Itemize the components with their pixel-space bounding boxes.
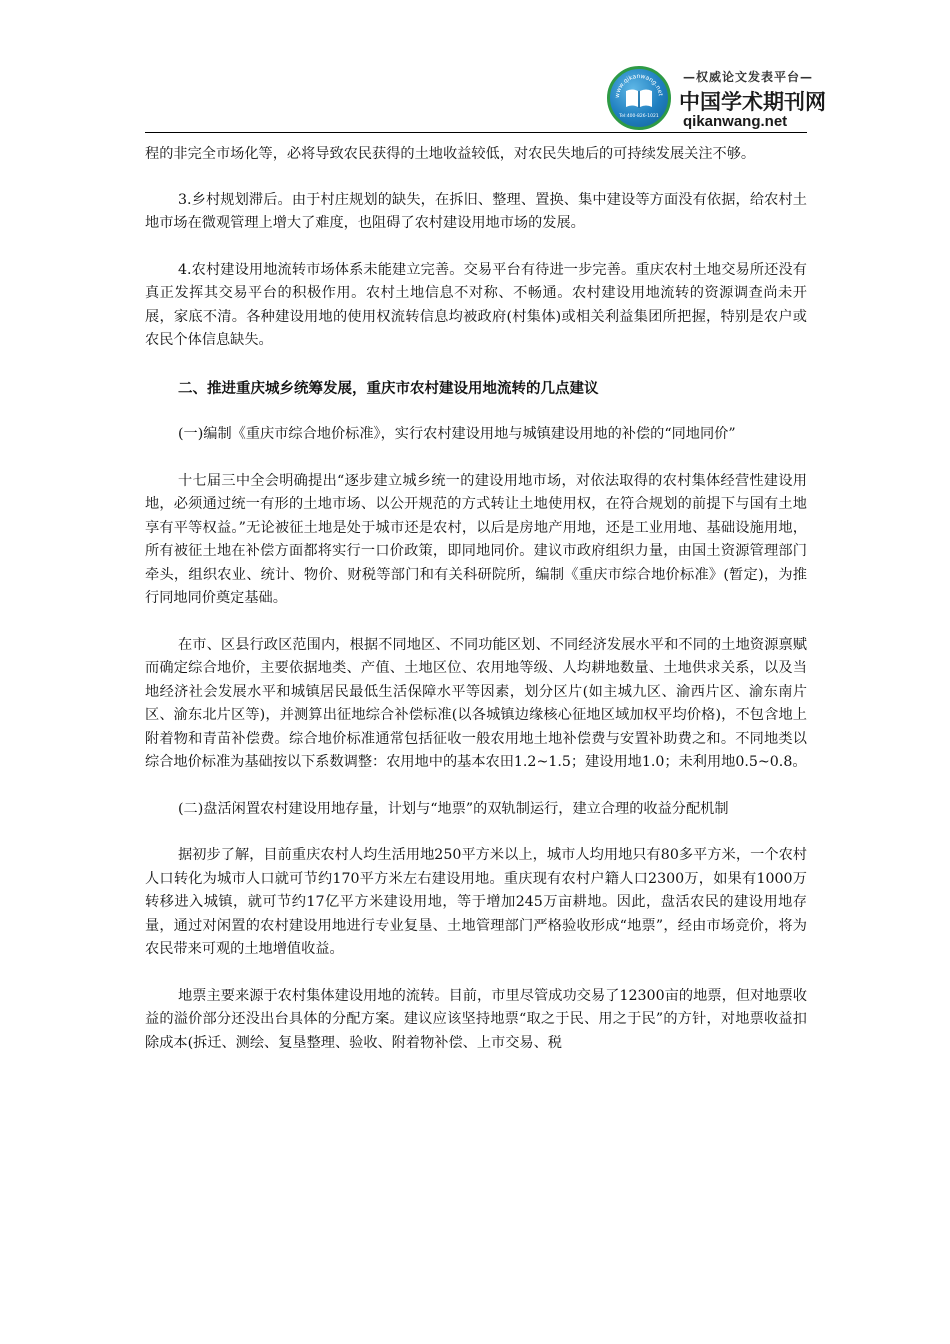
header-divider: [145, 132, 807, 133]
paragraph-plenum: 十七届三中全会明确提出“逐步建立城乡统一的建设用地市场，对依法取得的农村集体经营性建设用地，必须通过统一有形的土地市场、以公开规范的方式转让土地使用权，在符合规划的前提下与国有土地享有平等权益。”无论被征土地是处于城市还是农村，以后是房地产用地，还是工业用地、基础设施用地，所有被征土地在补偿方面都将实行一口价政策，即同地同价。建议市政府组织力量，由国土资源管理部门牵头，组织农业、统计、物价、财税等部门和有关科研院所，编制《重庆市综合地价标准》(暂定)，为推行同地同价奠定基础。: [145, 472, 807, 606]
brand-url[interactable]: qikanwang.net: [683, 113, 788, 130]
paragraph-land-ticket: 地票主要来源于农村集体建设用地的流转。目前，市里尽管成功交易了12300亩的地票，但对地票收益的溢价部分还没出台具体的分配方案。建议应该坚持地票“取之于民、用之于民”的方针，对地票收益扣除成本(拆迁、测绘、复垦整理、验收、附着物补偿、上市交易、税: [145, 987, 807, 1051]
paragraph-land-price: 在市、区县行政区范围内，根据不同地区、不同功能区划、不同经济发展水平和不同的土地资源禀赋而确定综合地价，主要依据地类、产值、土地区位、农用地等级、人均耕地数量、土地供求关系，以及当地经济社会发展水平和城镇居民最低生活保障水平等因素，划分区片(如主城九区、渝西片区、渝东南片区、渝东北片区等)，并测算出征地综合补偿标准(以各城镇边缘核心征地区域加权平均价格)，不包含地上附着物和青苗补偿费。综合地价标准通常包括征收一般农用地土地补偿费与安置补助费之和。不同地类以综合地价标准为基础按以下系数调整：农用地中的基本农田1.2~1.5；建设用地1.0；未利用地0.5~0.8。: [145, 636, 807, 770]
logo-phone: Tel:400-826-1021: [619, 114, 659, 119]
slogan: —权威论文发表平台—: [683, 70, 814, 84]
paragraph-rural-planning: 3.乡村规划滞后。由于村庄规划的缺失，在拆旧、整理、置换、集中建设等方面没有依据，给农村土地市场在微观管理上增大了难度，也阻碍了农村建设用地市场的发展。: [145, 191, 807, 231]
brand-name: 中国学术期刊网: [679, 90, 826, 114]
document-body: [145, 140, 807, 1055]
book-icon: [610, 69, 668, 127]
paragraph-continued: 程的非完全市场化等，必将导致农民获得的土地收益较低，对农民失地后的可持续发展关注不够。: [145, 146, 756, 162]
page-header: [0, 0, 950, 140]
qikanwang-logo[interactable]: [607, 64, 826, 134]
paragraph-land-stock: 据初步了解，目前重庆农村人均生活用地250平方米以上，城市人均用地只有80多平方米，一个农村人口转化为城市人口就可节约170平方米左右建设用地。重庆现有农村户籍人口2300万，如果有1000万转移进入城镇，就可节约17亿平方米建设用地，等于增加245万亩耕地。因此，盘活农民的建设用地存量，通过对闲置的农村建设用地进行专业复垦、土地管理部门严格验收形成“地票”，经由市场竞价，将为农民带来可观的土地增值收益。: [145, 847, 807, 957]
subsection-heading-1: (一)编制《重庆市综合地价标准》，实行农村建设用地与城镇建设用地的补偿的“同地同价”: [178, 426, 736, 442]
logo-ring-text: www.qikanwang.net: [613, 72, 664, 99]
subsection-heading-2: (二)盘活闲置农村建设用地存量，计划与“地票”的双轨制运行，建立合理的收益分配机制: [178, 800, 729, 817]
section-heading: 二、推进重庆城乡统筹发展，重庆市农村建设用地流转的几点建议: [178, 379, 599, 397]
paragraph-market-system: 4.农村建设用地流转市场体系未能建立完善。交易平台有待进一步完善。重庆农村土地交易所还没有真正发挥其交易平台的积极作用。农村土地信息不对称、不畅通。农村建设用地流转的资源调查尚未开展，家底不清。各种建设用地的使用权流转信息均被政府(村集体)或相关利益集团所把握，特别是农户或农民个体信息缺失。: [145, 261, 807, 348]
logo-emblem: [607, 66, 671, 130]
